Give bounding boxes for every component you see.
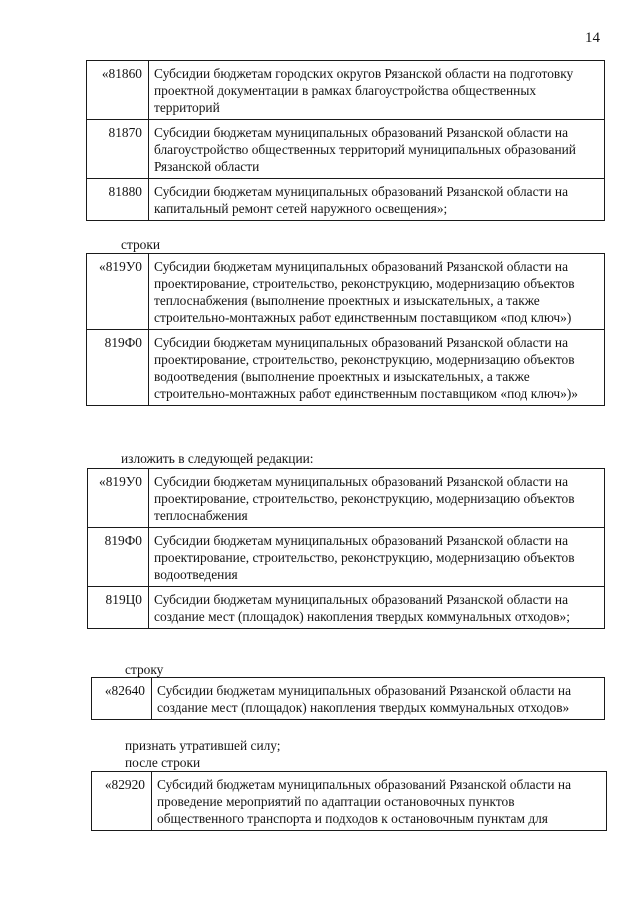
row-text: Субсидии бюджетам муниципальных образований Рязанской области на создание мест (площадок) накопления твердых коммунальных отходов» [152,678,605,720]
instruction-izlozhit: изложить в следующей редакции: [121,451,314,466]
row-code: 819Ф0 [88,528,149,587]
row-code: «82640 [92,678,152,720]
table-row [92,678,605,720]
row-text: Субсидии бюджетам муниципальных образований Рязанской области на проектирование, строительство, реконструкцию, модернизацию объектов теплоснабжения [149,469,605,528]
row-code: 81870 [87,120,149,179]
instruction-posle: после строки [125,755,201,770]
table-4 [91,677,605,720]
row-code: 819Ф0 [87,330,149,406]
row-text: Субсидии бюджетам городских округов Рязанской области на подготовку проектной документации в рамках благоустройства общественных территорий [149,61,605,120]
page-number: 14 [585,30,600,46]
table-row [88,528,605,587]
row-text: Субсидий бюджетам муниципальных образований Рязанской области на проведение мероприятий по адаптации остановочных пунктов общественного транспорта и подходов к остановочным пунктам для [152,772,607,831]
table-row [92,772,607,831]
row-code: «819У0 [88,469,149,528]
table-row [87,254,605,330]
row-text: Субсидии бюджетам муниципальных образований Рязанской области на проектирование, строительство, реконструкцию, модернизацию объектов водоотведения [149,528,605,587]
table-row [87,61,605,120]
row-text: Субсидии бюджетам муниципальных образований Рязанской области на благоустройство общественных территорий муниципальных образований Рязанской области [149,120,605,179]
row-text: Субсидии бюджетам муниципальных образований Рязанской области на создание мест (площадок) накопления твердых коммунальных отходов»; [149,587,605,629]
row-text: Субсидии бюджетам муниципальных образований Рязанской области на проектирование, строительство, реконструкцию, модернизацию объектов теплоснабжения (выполнение проектных и изыскательных, а также строительно-монтажных работ единственным поставщиком «под ключ») [149,254,605,330]
table-row [88,469,605,528]
table-1 [86,60,605,221]
instruction-stroku: строку [125,662,164,677]
instruction-priznat: признать утратившей силу; [125,738,281,753]
row-code: 819Ц0 [88,587,149,629]
row-code: «81860 [87,61,149,120]
table-2 [86,253,605,406]
table-row [88,587,605,629]
row-code: «82920 [92,772,152,831]
instruction-stroki: строки [121,237,161,252]
row-text: Субсидии бюджетам муниципальных образований Рязанской области на проектирование, строительство, реконструкцию, модернизацию объектов водоотведения (выполнение проектных и изыскательных, а также строительно-монтажных работ единственным поставщиком «под ключ»)» [149,330,605,406]
table-row [87,330,605,406]
row-code: «819У0 [87,254,149,330]
table-5 [91,771,607,831]
table-row [87,120,605,179]
row-text: Субсидии бюджетам муниципальных образований Рязанской области на капитальный ремонт сетей наружного освещения»; [149,179,605,221]
table-row [87,179,605,221]
table-3 [87,468,605,629]
row-code: 81880 [87,179,149,221]
